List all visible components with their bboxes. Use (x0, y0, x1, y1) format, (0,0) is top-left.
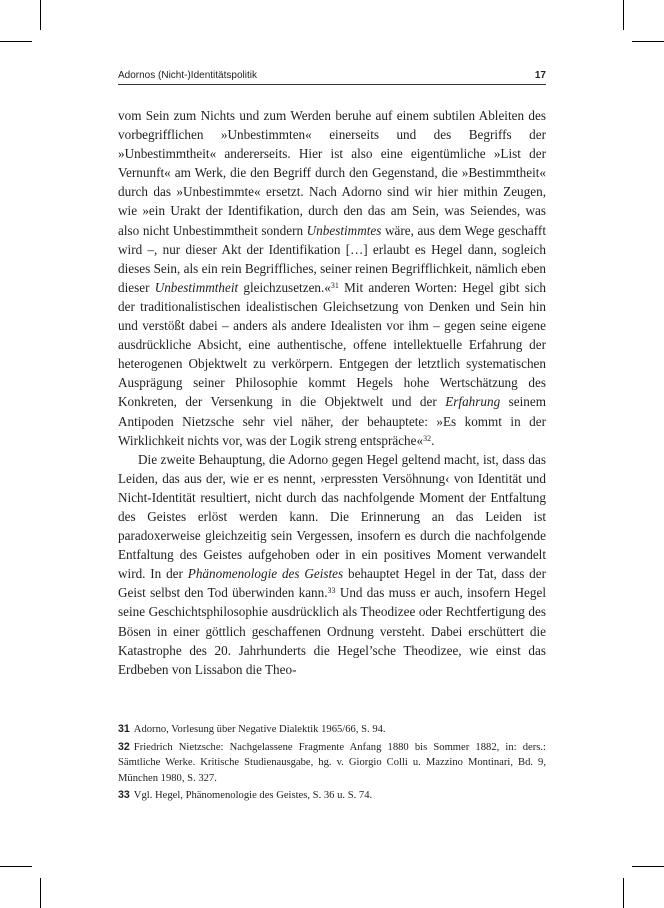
crop-mark (40, 0, 41, 30)
emphasis: Phänomenologie des Geistes (187, 566, 344, 582)
footnotes (118, 722, 546, 806)
footnote-text: Adorno, Vorlesung über Negative Dialektik 1965/66, S. 94. (133, 724, 386, 735)
text-run: wäre, aus dem Wege geschafft wird –, nur dieser Akt der Identifikation […] erlaubt es Hegel dann, sogleich dieses Sein, als ein rein Begriffliches, seiner reinen Begrifflichkeit, nämlich eben dieser (118, 222, 546, 295)
footnote-ref: 33 (327, 586, 336, 596)
emphasis: Unbestimmtes (306, 222, 382, 238)
running-title: Adornos (Nicht-)Identitätspolitik (118, 70, 257, 81)
crop-mark (632, 41, 664, 42)
crop-mark (623, 0, 624, 30)
footnote-ref: 32 (423, 433, 432, 443)
footnote-ref: 31 (330, 280, 339, 290)
paragraph (118, 106, 546, 450)
footnote (118, 788, 546, 804)
emphasis: Unbestimmtheit (154, 279, 239, 295)
crop-mark (0, 866, 32, 867)
footnote-text: Vgl. Hegel, Phänomenologie des Geistes, S. 36 u. S. 74. (133, 790, 373, 801)
footnote-number: 31 (118, 723, 130, 735)
crop-mark (632, 866, 664, 867)
emphasis: Erfahrung (445, 394, 501, 410)
footnote (118, 740, 546, 787)
footnote-number: 33 (118, 789, 130, 801)
text-run: seinem Antipoden Nietzsche sehr viel näher, der behauptete: »Es kommt in der Wirklichkeit nichts vor, was der Logik streng entspräche« (118, 394, 547, 448)
crop-mark (0, 41, 32, 42)
crop-mark (40, 878, 41, 908)
text-run: . (431, 432, 435, 448)
text-run: vom Sein zum Nichts und zum Werden beruhe auf einem subtilen Ableiten des vorbegrifflichen »Unbestimmten« einerseits und des Begriffs der »Unbestimmtheit« andererseits. Hier ist also eine eigentümliche »List der Vernunft« am Werk, die den Begriff durch den Gegenstand, die »Bestimmtheit« durch das »Unbestimmte« ersetzt. Nach Adorno sind wir hier mithin Zeugen, wie »ein Urakt der Identifikation, durch den das am Sein, was Seiendes, was also nicht Unbestimmtheit sondern (118, 108, 546, 238)
crop-mark (623, 878, 624, 908)
footnote (118, 722, 546, 738)
footnote-text: Friedrich Nietzsche: Nachgelassene Fragmente Anfang 1880 bis Sommer 1882, in: ders.: Sämtliche Werke. Kritische Studienausgabe, hg. v. Giorgio Colli u. Mazzino Montinari, Bd. 9, München 1980, S. 327. (118, 741, 546, 784)
paragraph (118, 450, 546, 679)
page-number: 17 (534, 70, 546, 81)
text-run: behauptet Hegel in der Tat, dass der Geist selbst den Tod überwinden kann. (118, 566, 547, 601)
footnote-number: 32 (118, 740, 130, 753)
text-run: gleichzusetzen.« (238, 279, 331, 295)
text-run: Mit anderen Worten: Hegel gibt sich der traditionalistischen idealistischen Gleichsetzung von Denken und Sein hin und verstößt dabei – anders als andere Idealisten vor ihm – gegen seine eigene ausdrückliche Absicht, eine authentische, offene intellektuelle Erfahrung der heterogenen Objektwelt zu verkörpern. Entgegen der letztlich systematischen Ausprägung seiner Philosophie kommt Hegels hohe Wertschätzung des Konkreten, der Versenkung in die Objektwelt und der (118, 279, 546, 410)
text-run: Und das muss er auch, insofern Hegel seine Geschichtsphilosophie ausdrücklich als Theodizee oder Rechtfertigung des Bösen in einer göttlich geschaffenen Ordnung versteht. Dabei erschüttert die Katastrophe des 20. Jahrhunderts die Hegel’sche Theodizee, wie einst das Erdbeben von Lissabon die Theo- (118, 585, 546, 677)
body-text (118, 106, 546, 679)
running-header (118, 66, 546, 85)
text-run: Die zweite Behauptung, die Adorno gegen Hegel geltend macht, ist, dass das Leiden, das aus der, wie er es nennt, ›erpressten Versöhnung‹ von Identität und Nicht-Identität resultiert, nicht durch das nachfolgende Moment der Entfaltung des Geistes erlöst werden kann. Die Erinnerung an das Leiden ist paradoxerweise gleichzeitig sein Vergessen, insofern es durch die nachfolgende Entfaltung des Geistes aufgehoben oder in ein positives Moment verwandelt wird. In der (118, 451, 546, 582)
